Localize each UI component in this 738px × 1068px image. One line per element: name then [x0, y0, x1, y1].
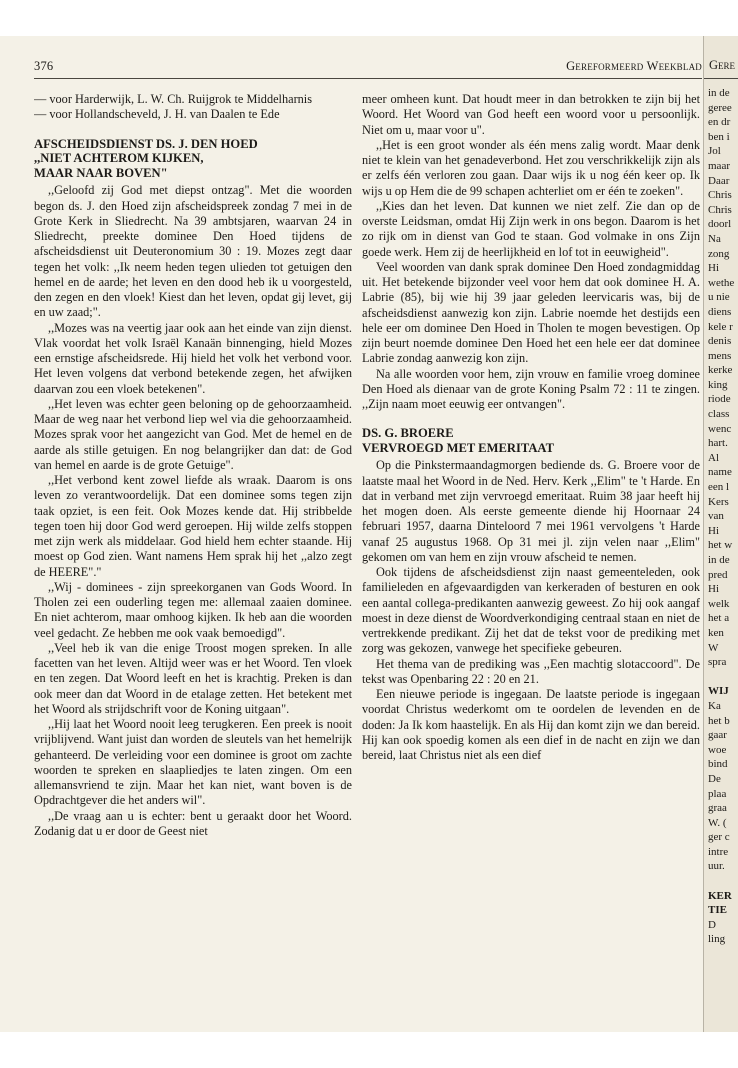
- facing-line-fragment: KER: [708, 889, 732, 902]
- facing-line-fragment: W. (: [708, 816, 727, 829]
- facing-line-fragment: maar: [708, 159, 730, 172]
- article-paragraph: Veel woorden van dank sprak dominee Den Hoed zondagmiddag uit. Het betekende bijzonder veel voor hem dat ook dominee H. A. Labrie (85), bij wie hij 39 jaar geleden leervicaris was, bij de afscheidsdienst aanwezig kon zijn. Labrie noemde het destijds een hele eer om dominee Den Hoed in Tholen te mogen bevestigen. Op zijn beurt noemde dominee Den Hoed het een hele eer dat dominee Labrie zondag aanwezig kon zijn.: [362, 259, 700, 366]
- facing-line-fragment: spra: [708, 656, 727, 669]
- facing-line-fragment: het w: [708, 539, 733, 552]
- facing-line-fragment: kele r: [708, 320, 733, 333]
- article-heading-broere: [362, 426, 700, 455]
- article-paragraph: Na alle woorden voor hem, zijn vrouw en familie vroeg dominee Den Hoed als dienaar van de grote Koning Psalm 72 : 11 te zingen. ,,Zijn naam moet eeuwig eer ontvangen".: [362, 366, 700, 411]
- facing-line-fragment: WIJ: [708, 685, 729, 698]
- facing-line-fragment: mens: [708, 349, 732, 362]
- article-paragraph: ,,Hij laat het Woord nooit leeg terugkeren. Een preek is nooit vrijblijvend. Want juist dan worden de sleutels van het hemelrijk gehanteerd. De verleiding voor een dominee is groot om zachte woorden te spreken en slaapliedjes te laten zingen. Om een allemansvriend te zijn. Maar het kan niet, want boven is de Opdrachtgever die het anders wil".: [34, 717, 352, 808]
- facing-line-fragment: Hi: [708, 583, 719, 596]
- article-paragraph: Het thema van de prediking was ,,Een machtig slotaccoord". De tekst was Openbaring 22 : 20 en 21.: [362, 656, 700, 686]
- facing-line-fragment: Kers: [708, 495, 729, 508]
- beroep-line: — voor Hollandscheveld, J. H. van Daalen te Ede: [34, 107, 280, 122]
- facing-line-fragment: wenc: [708, 422, 732, 435]
- article-paragraph: Ook tijdens de afscheidsdienst zijn naast gemeenteleden, ook familieleden en afgevaardigden van kerkeraden of besturen en ook een aantal collega-predikanten aanwezig geweest. Zo hij ook aangaf moest in deze dienst de Woordverkondiging centraal staan en niet de vertrekkende predikant. Zij het dat de tekst voor de prediking met zorg was gekozen, vanwege het specifieke gebeuren.: [362, 565, 700, 656]
- page-number: 376: [34, 59, 54, 73]
- heading-line: ,,NIET ACHTEROM KIJKEN,: [34, 151, 204, 166]
- heading-line: VERVROEGD MET EMERITAAT: [362, 440, 554, 455]
- column-left: [34, 92, 352, 839]
- facing-line-fragment: graa: [708, 802, 727, 815]
- facing-line-fragment: W: [708, 641, 719, 654]
- facing-line-fragment: Al: [708, 451, 719, 464]
- facing-line-fragment: welk: [708, 597, 730, 610]
- facing-line-fragment: doorl: [708, 218, 732, 231]
- facing-line-fragment: geree: [708, 101, 732, 114]
- facing-line-fragment: u nie: [708, 291, 730, 304]
- facing-line-fragment: plaa: [708, 787, 727, 800]
- heading-line: AFSCHEIDSDIENST DS. J. DEN HOED: [34, 136, 258, 151]
- facing-line-fragment: D: [708, 918, 716, 931]
- facing-line-fragment: Hi: [708, 262, 719, 275]
- beroep-line: — voor Harderwijk, L. W. Ch. Ruijgrok te Middelharnis: [34, 92, 313, 106]
- facing-line-fragment: ben i: [708, 130, 730, 143]
- facing-page-rule: [704, 78, 738, 79]
- header-rule: [34, 78, 702, 79]
- facing-line-fragment: zong: [708, 247, 730, 260]
- article-paragraph: ,,Het verbond kent zowel liefde als wraak. Daarom is ons leven zo verantwoordelijk. Dat een dominee soms tegen zijn taak opziet, is een feit. Ook Mozes kende dat. Hij stribbelde tegen toen hij door God werd geroepen. Hij wilde zelfs stoppen met zijn werk als middelaar. God hield hem echter staande. Hij moest op God zien. Want namens Hem sprak hij het ,,alzo zegt de HEERE".": [34, 473, 352, 579]
- facing-line-fragment: een l: [708, 481, 730, 494]
- facing-line-fragment: De: [708, 772, 721, 785]
- heading-line: MAAR NAAR BOVEN": [34, 165, 168, 180]
- scanned-page: [0, 36, 738, 1032]
- facing-line-fragment: hart.: [708, 437, 728, 450]
- facing-page-header: Gere: [709, 58, 736, 72]
- facing-line-fragment: Chris: [708, 203, 732, 216]
- facing-line-fragment: Na: [708, 232, 721, 245]
- facing-line-fragment: ling: [708, 933, 726, 946]
- column-right: [362, 92, 700, 763]
- facing-line-fragment: bind: [708, 758, 728, 771]
- facing-line-fragment: en dr: [708, 116, 731, 129]
- article-paragraph: ,,Veel heb ik van die enige Troost mogen spreken. In alle facetten van het leven. Altijd weer was er het Woord. Ten vloek en ten zegen. Dat Woord leeft en het is krachtig. Preken is dan ook meer dan dat Woord in de etalage zetten. Het betekent met het Woord als strijdschrift voor de Koning uitgaan".: [34, 640, 352, 716]
- facing-line-fragment: diens: [708, 305, 732, 318]
- facing-page-text: [708, 86, 738, 947]
- heading-line: DS. G. BROERE: [362, 426, 454, 441]
- facing-line-fragment: pred: [708, 568, 728, 581]
- facing-line-fragment: riode: [708, 393, 731, 406]
- article-paragraph: ,,De vraag aan u is echter: bent u geraakt door het Woord. Zodanig dat u er door de Geest niet: [34, 808, 352, 838]
- facing-line-fragment: ken: [708, 626, 724, 639]
- facing-line-fragment: wethe: [708, 276, 735, 289]
- facing-line-fragment: Daar: [708, 174, 730, 187]
- facing-line-fragment: in de: [708, 554, 730, 566]
- facing-line-fragment: kerke: [708, 364, 733, 377]
- article-paragraph: ,,Wij - dominees - zijn spreekorganen van Gods Woord. In Tholen zei een ouderling tegen me: allemaal zaaien dominee. En niet achterom, maar omhoog kijken. Ik heb aan die woorden veel gedacht. Ze hebben me ook vaak bemoedigd".: [34, 579, 352, 640]
- facing-line-fragment: class: [708, 408, 730, 421]
- article-paragraph: ,,Mozes was na veertig jaar ook aan het einde van zijn dienst. Vlak voordat het volk Israël Kanaän binnenging, hield Mozes een ernstige afscheidsrede. Hij hield het volk het verbond voor. Het leven volgens dat verbond betekende zegen, het afwijken daarvan zou een vloek betekenen".: [34, 320, 352, 396]
- journal-title: Gereformeerd Weekblad: [566, 59, 702, 73]
- facing-line-fragment: Chris: [708, 189, 732, 202]
- article-paragraph: ,,Het is een groot wonder als één mens zalig wordt. Maar denk niet te klein van het genadeverbond. Het zou verschrikkelijk zijn als er zelfs één verloren zou gaan. Daar wijs ik u nog één keer op. Ik wijs u op Hem die de 99 schapen achterliet om er één te zoeken".: [362, 137, 700, 198]
- facing-line-fragment: Ka: [708, 699, 721, 712]
- article-paragraph: ,,Het leven was echter geen beloning op de gehoorzaamheid. Maar de weg naar het verbond liep wel via die gehoorzaamheid. Mozes sprak voor het aangezicht van God. Met de hemel en de aarde als stille getuigen. En nog belangrijker dan dat: de God van hemel en aarde is de grote Getuige".: [34, 396, 352, 472]
- article-paragraph: Een nieuwe periode is ingegaan. De laatste periode is ingegaan voordat Christus wederkomt om te oordelen de levenden en de doden: Ja Ik kom haastelijk. En als Hij dan komt zijn we dan bereid. Hij kan ook spoedig komen als een dief in de nacht en zijn we dan bereid, laat Christus niet als een dief: [362, 687, 700, 763]
- facing-line-fragment: het b: [708, 714, 730, 727]
- article-paragraph: ,,Kies dan het leven. Dat kunnen we niet zelf. Zie dan op de overste Leidsman, omdat Hij Zijn werk in ons begon. Daarom is het zo rijk om in dienst van God te staan. God volmake in ons Zijn goede werk. Hem zij de heerlijkheid en lof tot in eeuwigheid".: [362, 198, 700, 259]
- facing-line-fragment: het a: [708, 612, 730, 625]
- facing-line-fragment: [708, 670, 738, 685]
- facing-line-fragment: [708, 874, 738, 889]
- facing-line-fragment: TIE: [708, 904, 727, 917]
- facing-line-fragment: in de: [708, 87, 730, 99]
- facing-line-fragment: van: [708, 510, 724, 523]
- facing-page-edge: [703, 36, 738, 1032]
- article-heading-afscheidsdienst: [34, 137, 352, 181]
- article-paragraph: meer omheen kunt. Dat houdt meer in dan betrokken te zijn bij het Woord. Het Woord van God heeft een woord voor u persoonlijk. Niet om u, maar voor u".: [362, 92, 700, 137]
- facing-line-fragment: Jol: [708, 145, 721, 158]
- facing-line-fragment: king: [708, 378, 728, 391]
- facing-line-fragment: ger c: [708, 831, 730, 844]
- facing-line-fragment: woe: [708, 743, 727, 756]
- facing-line-fragment: denis: [708, 335, 732, 348]
- facing-line-fragment: gaar: [708, 729, 727, 742]
- article-paragraph: ,,Geloofd zij God met diepst ontzag". Met die woorden begon ds. J. den Hoed zijn afscheidspreek zondag 7 mei in de Grote Kerk in Sliedrecht. Na 39 ambtsjaren, waarvan 24 in Sliedrecht, preekte dominee Den Hoed tijdens de afscheidsdienst uit Deuteronomium 30 : 19. Mozes zegt daar tegen het volk: ,,Ik neem heden tegen ulieden tot getuigen den hemel en de aarde; het leven en den dood heb ik u voorgesteld, den zegen en den vloek! Kiest dan het leven, opdat gij levet, gij en uw zaad;".: [34, 183, 352, 320]
- article-paragraph: Op die Pinkstermaandagmorgen bediende ds. G. Broere voor de laatste maal het Woord in de Ned. Herv. Kerk ,,Elim" te 't Harde. En dat in verband met zijn vervroegd emeritaat. Ruim 38 jaar heeft hij het mogen doen. Als eerste gemeente diende hij Hoornaar 24 februari 1957, daarna Dinteloord 7 mei 1961 vervolgens 't Harde vanaf 25 augustus 1968. Op 31 mei jl. zijn velen naar ,,Elim" gekomen om van hem en zijn vrouw afscheid te nemen.: [362, 458, 700, 564]
- facing-line-fragment: name: [708, 466, 732, 479]
- facing-line-fragment: Hi: [708, 524, 719, 537]
- facing-line-fragment: uur.: [708, 860, 725, 873]
- facing-line-fragment: intre: [708, 845, 729, 858]
